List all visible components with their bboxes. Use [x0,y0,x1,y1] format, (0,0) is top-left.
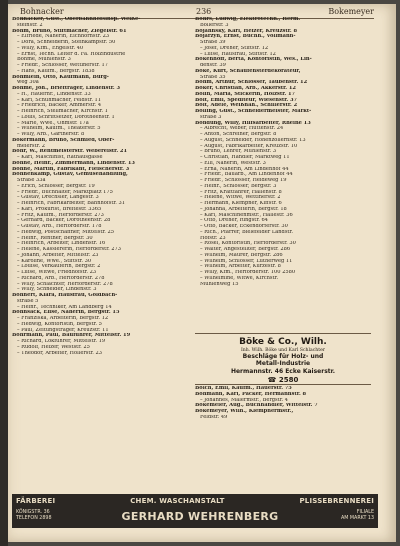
directory-entry: – Wilhelm, Schlosser, Lutherweg 11 [200,258,293,264]
ad-line1: Beschläge für Holz- und [242,353,324,360]
directory-entry: – Johanna, Arbeiterin, Bergstr. 18 [200,206,287,212]
directory-entry: – Friedr., Bauarb., Am Lindenhof 44 [200,172,293,178]
directory-entry: straße 5 [17,298,39,304]
directory-entry: Bokemeyer, Wilh., Klempnermstr., [195,409,294,414]
banner-company-name: GERHARD WEHRENBERG [121,509,279,523]
directory-entry: Feldstr. 49 [200,414,228,420]
directory-entry: – Marie, Wwe., Ohmstr. 17a [17,120,89,126]
directory-entry: – Heinrich, Stellmacher, Kirchstr. 1 [17,109,108,114]
directory-entry: – Karl, Prokurist, Breitestr. 3365 [17,206,102,212]
directory-entry: – Anton, Schreiner, Bergstr. 8 [200,132,277,137]
directory-entry: – Willy, Kfm., Engelstr. 40 [17,45,84,51]
banner-address-line1: KÖNIGSTR. 36 [16,510,50,515]
directory-entry: – Wilhelmine, Witwe, Kirchstr. [200,275,279,281]
directory-entry: – Hedwig, Postschaffner, Mittelstr. 25 [17,229,114,235]
directory-entry: – Wilhelm, Kaufm., Theaterstr. 5 [17,126,101,132]
directory-entry: – August, Fabrikarbeiter, Kreuzstr. 10 [200,143,298,149]
banner-address-line2: TELEFON 2898 [16,516,52,521]
right-column [195,17,371,287]
directory-entry: – Willy, Kfm., Herforderstr. 100 2580 [200,270,296,275]
directory-entry: Straße 35 [200,74,226,80]
directory-entry: – Friedr., Schlosser, Heideweg 19 [200,178,287,183]
directory-entry: – Franziska, Arbeiterin, Bergstr. 12 [17,316,109,321]
left-column [12,17,188,356]
directory-entry: – Wilhelm, Arbeiter, Kurzestr. 8 [200,264,281,270]
banner-branch [314,510,374,522]
directory-entry: denstr. 39 [200,63,226,68]
directory-entry: Straße 33a [17,178,46,183]
directory-entry: Bolin, Maria, Stickerin, Holzstr. 17 [195,91,296,97]
directory-entry: – Friedr., Buchhalter, Marktplatz 175 [17,189,113,195]
directory-entry: Bökenhoff, Berta, Kontoristin, Wes., Lin- [195,57,312,63]
directory-entry: Bohnenkamp, Gustav, Gemüsehandlung, [12,172,128,178]
directory-entry: – Heinr., Rentner, Bergstr. 30 [17,235,93,241]
directory-entry: – Karl, Maschinist, Rathausgasse [17,155,103,160]
directory-entry: – Ernst, Techn. Leiter d. Fa. Holzindustrie [17,51,126,57]
directory-entry: meierstr. 2 [17,143,45,149]
directory-entry: Bolch, Emil, Kaufm., Hauerstr. 75 [195,386,292,391]
directory-entry: – Rudolf, Heizer, Weststr. 25 [17,344,90,350]
directory-entry: Bojarzyn, Ernst, Buchh., Vollmann- [195,34,296,40]
directory-entry: – Theodor, Arbeiter, Hollerstr. 23 [17,350,103,356]
directory-entry: Böhme, Mühlenstr. 3 [17,57,71,63]
directory-entry: Bölling, Gust., Schneidermeister, Markt- [195,109,312,114]
directory-entry: – Louis, Schriftsetzer, Dorotheenstr. 1 [17,114,115,120]
directory-entry: – Hedwig, Kontoristin, Bergstr. 5 [17,321,102,327]
header-right: Bokemeyer [328,7,374,16]
directory-entry: Böhm, Bruno, Stiftmacher, Ziegelstr. 61 [12,28,127,34]
directory-entry: – Otto, Bäcker, Eckendorferstr. 30 [200,224,288,229]
directory-entry: – Helene, Kassiererin, Herforderstr. 273 [17,247,122,252]
directory-entry: Böhne, Martin, Fabrikant, Fleischerstr. 3 [12,166,130,172]
directory-entry: Böke, Kurt, Schaufensterdekorateur, [195,68,301,74]
directory-entry: Bolt, Emil, Spediteur, Wiesenstr. 37 [195,97,298,103]
directory-entry: Mühlenweg 15 [200,281,239,287]
directory-entry: – Johann, Arbeiter, Mittelstr. 23 [17,252,99,258]
banner-address [16,510,86,522]
directory-entry: – Erna, Näherin, Am Lindenhof 44 [200,166,289,172]
directory-entry: – Fritz, Kraftfahrer, Hallenstr. 8 [200,189,282,195]
directory-entry: Bohnsack, Elise, Näherin, Bergstr. 15 [12,310,120,316]
directory-entry: – Hermann, Klempner, Kiffstr. 6 [200,201,282,206]
directory-entry: – Friedr., Schlosser, Wettinerstr. 17 [17,63,108,68]
banner-branch-line1: FILIALE [356,510,374,515]
directory-entry: – Johannes, Malermstr., Bergstr. 4 [200,397,289,403]
directory-entry: – Willy, Arb., Gärtnerstr. 8 [17,132,85,137]
ad-company-name: Böke & Co., Wilh. [239,337,327,347]
ad-tagline: Inh. Wilh. Böke und Karl Schlachter [240,348,325,353]
directory-entry: – Luise, Witwe, Friedhofstr. 23 [17,270,97,275]
ad-address: Hermannstr. 46 Ecke Kaiserstr. [230,368,336,375]
directory-entry: – Karl, Schuhmacher, Feldstr. 11 [17,97,102,103]
directory-entry: – Walter, Angestellter, Bergstr. 286 [200,247,291,252]
banner-services [16,497,374,505]
directory-entry: – Gustav, Drechsler, Langestr. 3 [17,195,99,201]
directory-entry: Bohne, Heinr., Zimmermann, Lindenstr. 13 [12,160,135,166]
banner-service-2: CHEM. WASCHANSTALT [130,497,225,505]
directory-entry: – Paul, Zeitungsträger, Kreuzstr. 11 [17,327,109,333]
directory-entry: – Rosel, Kontoristin, Herforderstr. 30 [200,241,296,247]
right-column-after-ad [195,386,371,421]
directory-entry: Bojahnsky, Karl, Heizer, Kreuzstr. 8 [195,28,298,34]
directory-entry: steinstr. 2 [17,22,43,28]
banner-service-1: FÄRBEREI [16,497,56,505]
directory-entry: – Helene, Witwe, Wettinerstr. 2 [200,195,281,201]
directory-entry: Bokermann, Bruno, Schmied, Ober- [12,137,115,143]
directory-entry: Bölt, Adele, Weißnäh., Schillerstr. 2 [195,103,298,109]
directory-entry: – Fritz, Kaufm., Herforderstr. 273 [17,212,104,218]
directory-entry: – Albrecht, Weber, Hüttenstr. 24 [200,126,284,132]
directory-entry: – Otto, Dreher, Ringstr. 64 [200,218,268,224]
directory-entry: Böker, Christian, Arb., Akkerstr. 12 [195,86,296,91]
book-spine [0,0,8,546]
directory-entry: weg 30a [17,80,39,86]
directory-entry: – Karoline, Wwe., Stiftstr. 30 [17,258,92,264]
advertisement-banner [12,494,378,528]
directory-entry: – Heinr., Schlosser, Bergstr. 3 [200,183,277,189]
directory-entry: Böhmann, Karl, Packer, Hermannstr. 8 [195,391,307,397]
directory-entry: – Willy, Schlachter, Herforderstr. 278 [17,281,113,287]
directory-entry: – Elfriede, Näherin, Eichhornstr. 23 [17,34,110,40]
directory-entry: – Heinrich, Arbeiter, Lindenstr. 16 [17,241,106,247]
directory-entry: Böhme, Joh., Briefträger, Lindenstr. 3 [12,86,121,91]
directory-entry: Bohnert, Klara, Hausfrau, Goldbach- [12,293,118,298]
directory-entry: – Gustav, Arb., Herforderstr. 178 [17,224,102,229]
directory-entry: – Elli, Näherin, Weststr. 3 [200,160,266,166]
directory-entry: – Hans, Kaufm., Bergstr. 1838 [17,68,95,74]
directory-entry: Bohrs, Ludwig, Elektrotechn., Herm. [195,17,301,22]
directory-entry: – Heinrich, Fabrikarbeiter, Bahnhofstr. 31 [17,201,125,206]
directory-entry: Böhrmann, Paul, Bauführer, Mittelstr. 19 [12,333,131,339]
directory-entry: Bohr, W., Rentmeisterstr. Webereistr. 21 [12,149,128,155]
directory-entry: – Louise, Verkäuferin, Bergstr. 2 [17,264,101,270]
directory-entry: Böndung, Willy, Hilfsarbeiter, Rheine 13 [195,120,311,126]
directory-entry: – Rich., Pfarrer, Bielefelder Landstr. [200,229,293,235]
directory-entry: – Heinr., Techniker, Am Landberg 14 [17,304,112,310]
directory-entry: – Richard, Arb., Herforderstr. 278 [17,275,105,281]
directory-entry: – Josef, Dreher, Stiftstr. 12 [200,45,269,51]
directory-entry: – Willy, Schneider, Lindenstr. 3 [17,287,97,293]
page-number: 236 [196,7,212,16]
directory-entry: Böhm, Arthur, Schlosser, Taubenstr. 12 [195,80,308,86]
ad-line2: Metall-Industrie [255,360,311,367]
directory-entry: – Wilhelm, Maurer, Bergstr. 286 [200,252,283,258]
directory-entry: – Friedrich, Bäcker, Ammerstr. 4 [17,103,102,109]
directory-entry: Bökemeier, Aug., Buchhändler, Wittelstr. 7 [195,403,318,409]
directory-entry: – Gerhard, Bäcker, Dorotheenstr. 28 [17,218,111,224]
directory-entry: Bollerstr. 3 [200,22,229,28]
directory-entry: – Richard, Lokführer, Mittelstr. 19 [17,339,106,344]
directory-entry: Straße 39 [200,40,226,45]
banner-service-3: PLISSEBRENNEREI [299,497,374,505]
directory-entry: – Bruno, Lehrer, Mühlenstr. 3 [200,149,277,155]
directory-entry: – Luise, Hausfrau, Stiftstr. 12 [200,51,276,57]
banner-main-row [16,508,374,524]
directory-entry: straße 3 [200,114,222,120]
header-left: Bohnacker [20,7,64,16]
directory-entry: Böhmlein, Otto, Kaufmann, Burg- [12,74,109,80]
directory-entry: Böhnacker, Gust., Oberbahnhofsinsp. Weiße- [12,17,141,22]
ad-phone: ☎ 2580 [267,376,299,384]
banner-branch-line2: AM MARKT 13 [340,516,374,521]
directory-entry: Hofstr. 23 [200,235,226,241]
directory-entry: – Karl, Maschinenmstr., Hallestr. 36 [200,212,293,218]
directory-entry: – Christian, Händler, Marktweg 11 [200,155,290,160]
directory-entry: – Dora, Schneiderin, Steinkampstr. 50 [17,40,116,45]
directory-entry: – August, Schneider, Hohenzollernstr. 13 [200,137,306,143]
directory-entry: – H., Hauerhr., Lindenstr. 33 [17,91,91,97]
directory-entry: – Erich, Schlosser, Bergstr. 19 [17,183,95,189]
